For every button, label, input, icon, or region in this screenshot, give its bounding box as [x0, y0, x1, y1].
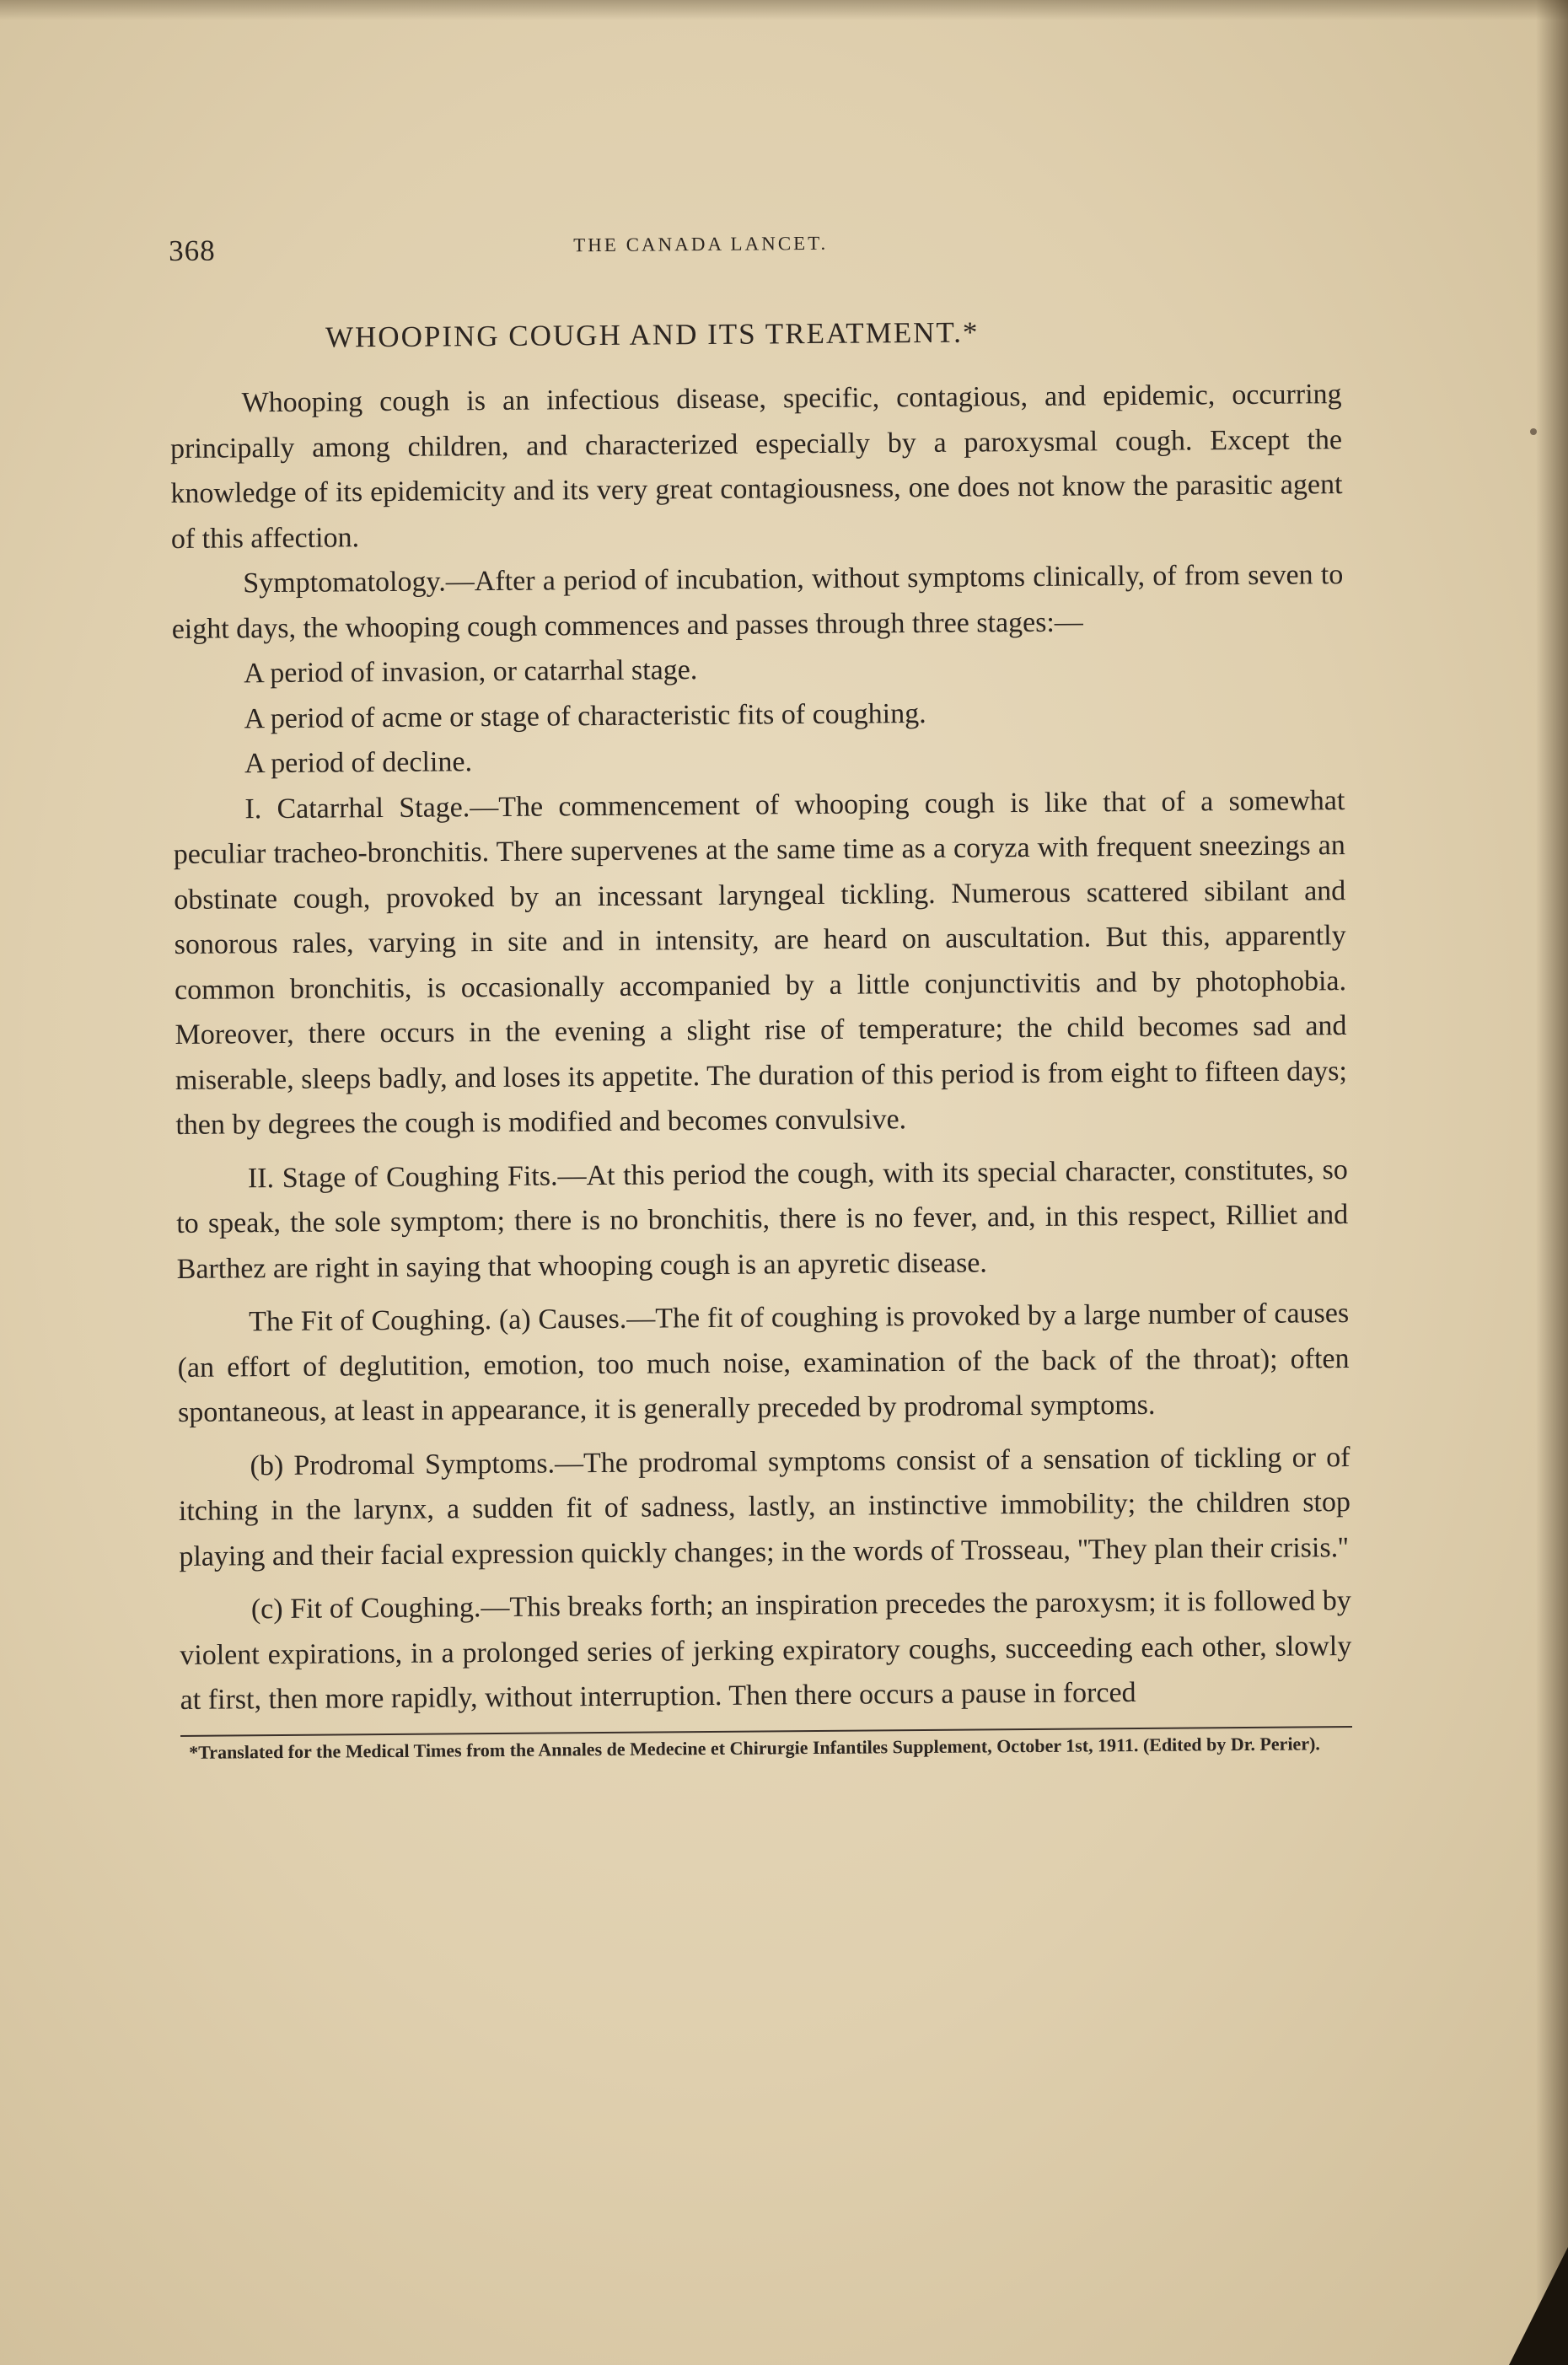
stage-item-decline: A period of decline.	[244, 746, 473, 780]
stage-item-invasion: A period of invasion, or catarrhal stage.	[244, 654, 698, 690]
footnote-text: *Translated for the Medical Times from the Annales de Medecine et Chirurgie Infantiles Supplement, October 1st, 1911. (Edited by Dr. Perier).	[189, 1732, 1320, 1763]
journal-title: THE CANADA LANCET.	[573, 232, 829, 256]
top-shadow	[0, 0, 1568, 20]
paragraph-prodromal-symptoms: (b) Prodromal Symptoms.—The prodromal symptoms consist of a sensation of tickling or of itching in the larynx, a sudden fit of sadness, lastly, an instinctive immobility; the children stop playing and their facial expression quickly changes; in the words of Trosseau, ''They plan their crisis.''	[178, 1441, 1351, 1572]
page-corner-shadow	[1509, 2247, 1568, 2365]
paragraph-coughing-fits-stage: II. Stage of Coughing Fits.—At this period the cough, with its special character, constitutes, so to speak, the sole symptom; there is no bronchitis, there is no fever, and, in this respect, Rilliet and Barthez are right in saying that whooping cough is an apyretic disease.	[176, 1153, 1349, 1285]
paragraph-catarrhal-stage: I. Catarrhal Stage.—The commencement of whooping cough is like that of a somewhat peculiar tracheo-bronchitis. There supervenes at the same time as a coryza with frequent sneezings an obstinate cough, provoked by an incessant laryngeal tickling. Numerous scattered sibilant and sonorous rales, varying in site and in intensity, are heard on auscultation. But this, apparently common bronchitis, is occasionally accompanied by a little conjunctivitis and by photophobia. Moreover, there occurs in the evening a slight rise of temperature; the child becomes sad and miserable, sleeps badly, and loses its appetite. The duration of this period is from eight to fifteen days; then by degrees the cough is modified and becomes convulsive.	[173, 784, 1348, 1141]
paragraph-intro: Whooping cough is an infectious disease, specific, contagious, and epidemic, occurring principally among children, and characterized especially by a paroxysmal cough. Except the knowledge of its epidemicity and its very great contagiousness, one does not know the parasitic agent of this affection.	[169, 379, 1343, 555]
page-edge-shadow	[1536, 0, 1568, 2365]
printed-page	[169, 218, 1352, 1765]
paragraph-fit-of-coughing: (c) Fit of Coughing.—This breaks forth; an inspiration precedes the paroxysm; it is followed by violent expirations, in a prolonged series of jerking expiratory coughs, succeeding each other, slowly at first, then more rapidly, without interruption. Then there occurs a pause in forced	[180, 1585, 1352, 1716]
paragraph-fit-causes: The Fit of Coughing. (a) Causes.—The fit of coughing is provoked by a large number of causes (an effort of deglutition, emotion, too much noise, examination of the back of the throat); often spontaneous, at least in appearance, it is generally preceded by prodromal symptoms.	[177, 1298, 1350, 1428]
article-title: WHOOPING COUGH AND ITS TREATMENT.*	[325, 315, 980, 354]
running-head	[169, 218, 1340, 278]
paragraph-symptomatology: Symptomatology.—After a period of incubation, without symptoms clinically, of from seven to eight days, the whooping cough commences and passes through three stages:—	[171, 559, 1344, 645]
article-body	[169, 372, 1351, 1723]
margin-speck	[1530, 428, 1537, 435]
page-number: 368	[169, 234, 216, 267]
stage-item-acme: A period of acme or stage of characteristic fits of coughing.	[244, 697, 926, 734]
